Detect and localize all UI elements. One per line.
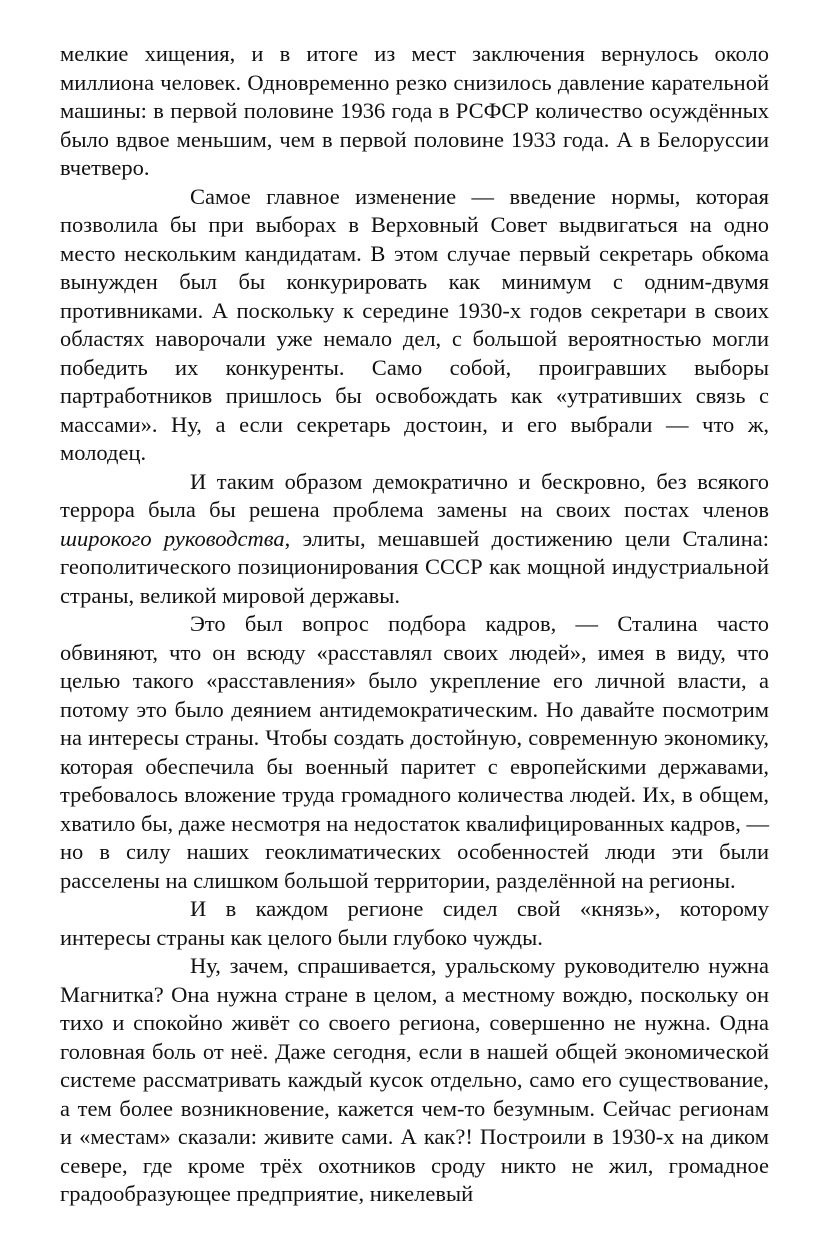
paragraph-3 bbox=[60, 468, 769, 611]
paragraph-2: Самое главное изменение — введение нормы, которая позволила бы при выборах в Верховный Совет выдвигаться на одно место нескольким кандидатам. В этом случае первый секретарь обкома вынужден был бы конкурировать как минимум с одним-двумя противниками. А поскольку к середине 1930-х годов секретари в своих областях наворочали уже немало дел, с большой вероятностью могли победить их конкуренты. Само собой, проигравших выборы партработников пришлось бы освобождать как «утративших связь с массами». Ну, а если секретарь достоин, и его выбрали — что ж, молодец. bbox=[60, 183, 769, 465]
paragraph-3-text-after: , элиты, мешавшей достижению цели Сталина: геополитического позиционирования СССР как мощной индустриальной страны, великой мировой державы. bbox=[60, 525, 769, 608]
paragraph-1: мелкие хищения, и в итоге из мест заключения вернулось около миллиона человек. Одновременно резко снизилось давление карательной машины: в первой половине 1936 года в РСФСР количество осуждённых было вдвое меньшим, чем в первой половине 1933 года. А в Белоруссии вчетверо. bbox=[60, 41, 769, 180]
paragraph-3-text-before: И таким образом демократично и бескровно, без всякого террора была бы решена проблема замены на своих постах членов bbox=[60, 468, 769, 522]
paragraph-5: И в каждом регионе сидел свой «князь», которому интересы страны как целого были глубоко чужды. bbox=[60, 896, 769, 950]
document-page bbox=[60, 40, 769, 1209]
paragraph-3-italic-phrase: широкого руководства bbox=[60, 525, 285, 551]
paragraph-4: Это был вопрос подбора кадров, — Сталина часто обвиняют, что он всюду «расставлял своих людей», имея в виду, что целью такого «расставления» было укрепление его личной власти, а потому это было деянием антидемократическим. Но давайте посмотрим на интересы страны. Чтобы создать достойную, современную экономику, которая обеспечила бы военный паритет с европейскими державами, требовалось вложение труда громадного количества людей. Их, в общем, хватило бы, даже несмотря на недостаток квалифицированных кадров, — но в силу наших геоклиматических особенностей люди эти были расселены на слишком большой территории, разделённой на регионы. bbox=[60, 611, 769, 893]
paragraph-6: Ну, зачем, спрашивается, уральскому руководителю нужна Магнитка? Она нужна стране в целом, а местному вождю, поскольку он тихо и спокойно живёт со своего региона, совершенно не нужна. Одна головная боль от неё. Даже сегодня, если в нашей общей экономической системе рассматривать каждый кусок отдельно, само его существование, а тем более возникновение, кажется чем-то безумным. Сейчас регионам и «местам» сказали: живите сами. А как?! Построили в 1930-х на диком севере, где кроме трёх охотников сроду никто не жил, громадное градообразующее предприятие, никелевый bbox=[60, 953, 769, 1206]
